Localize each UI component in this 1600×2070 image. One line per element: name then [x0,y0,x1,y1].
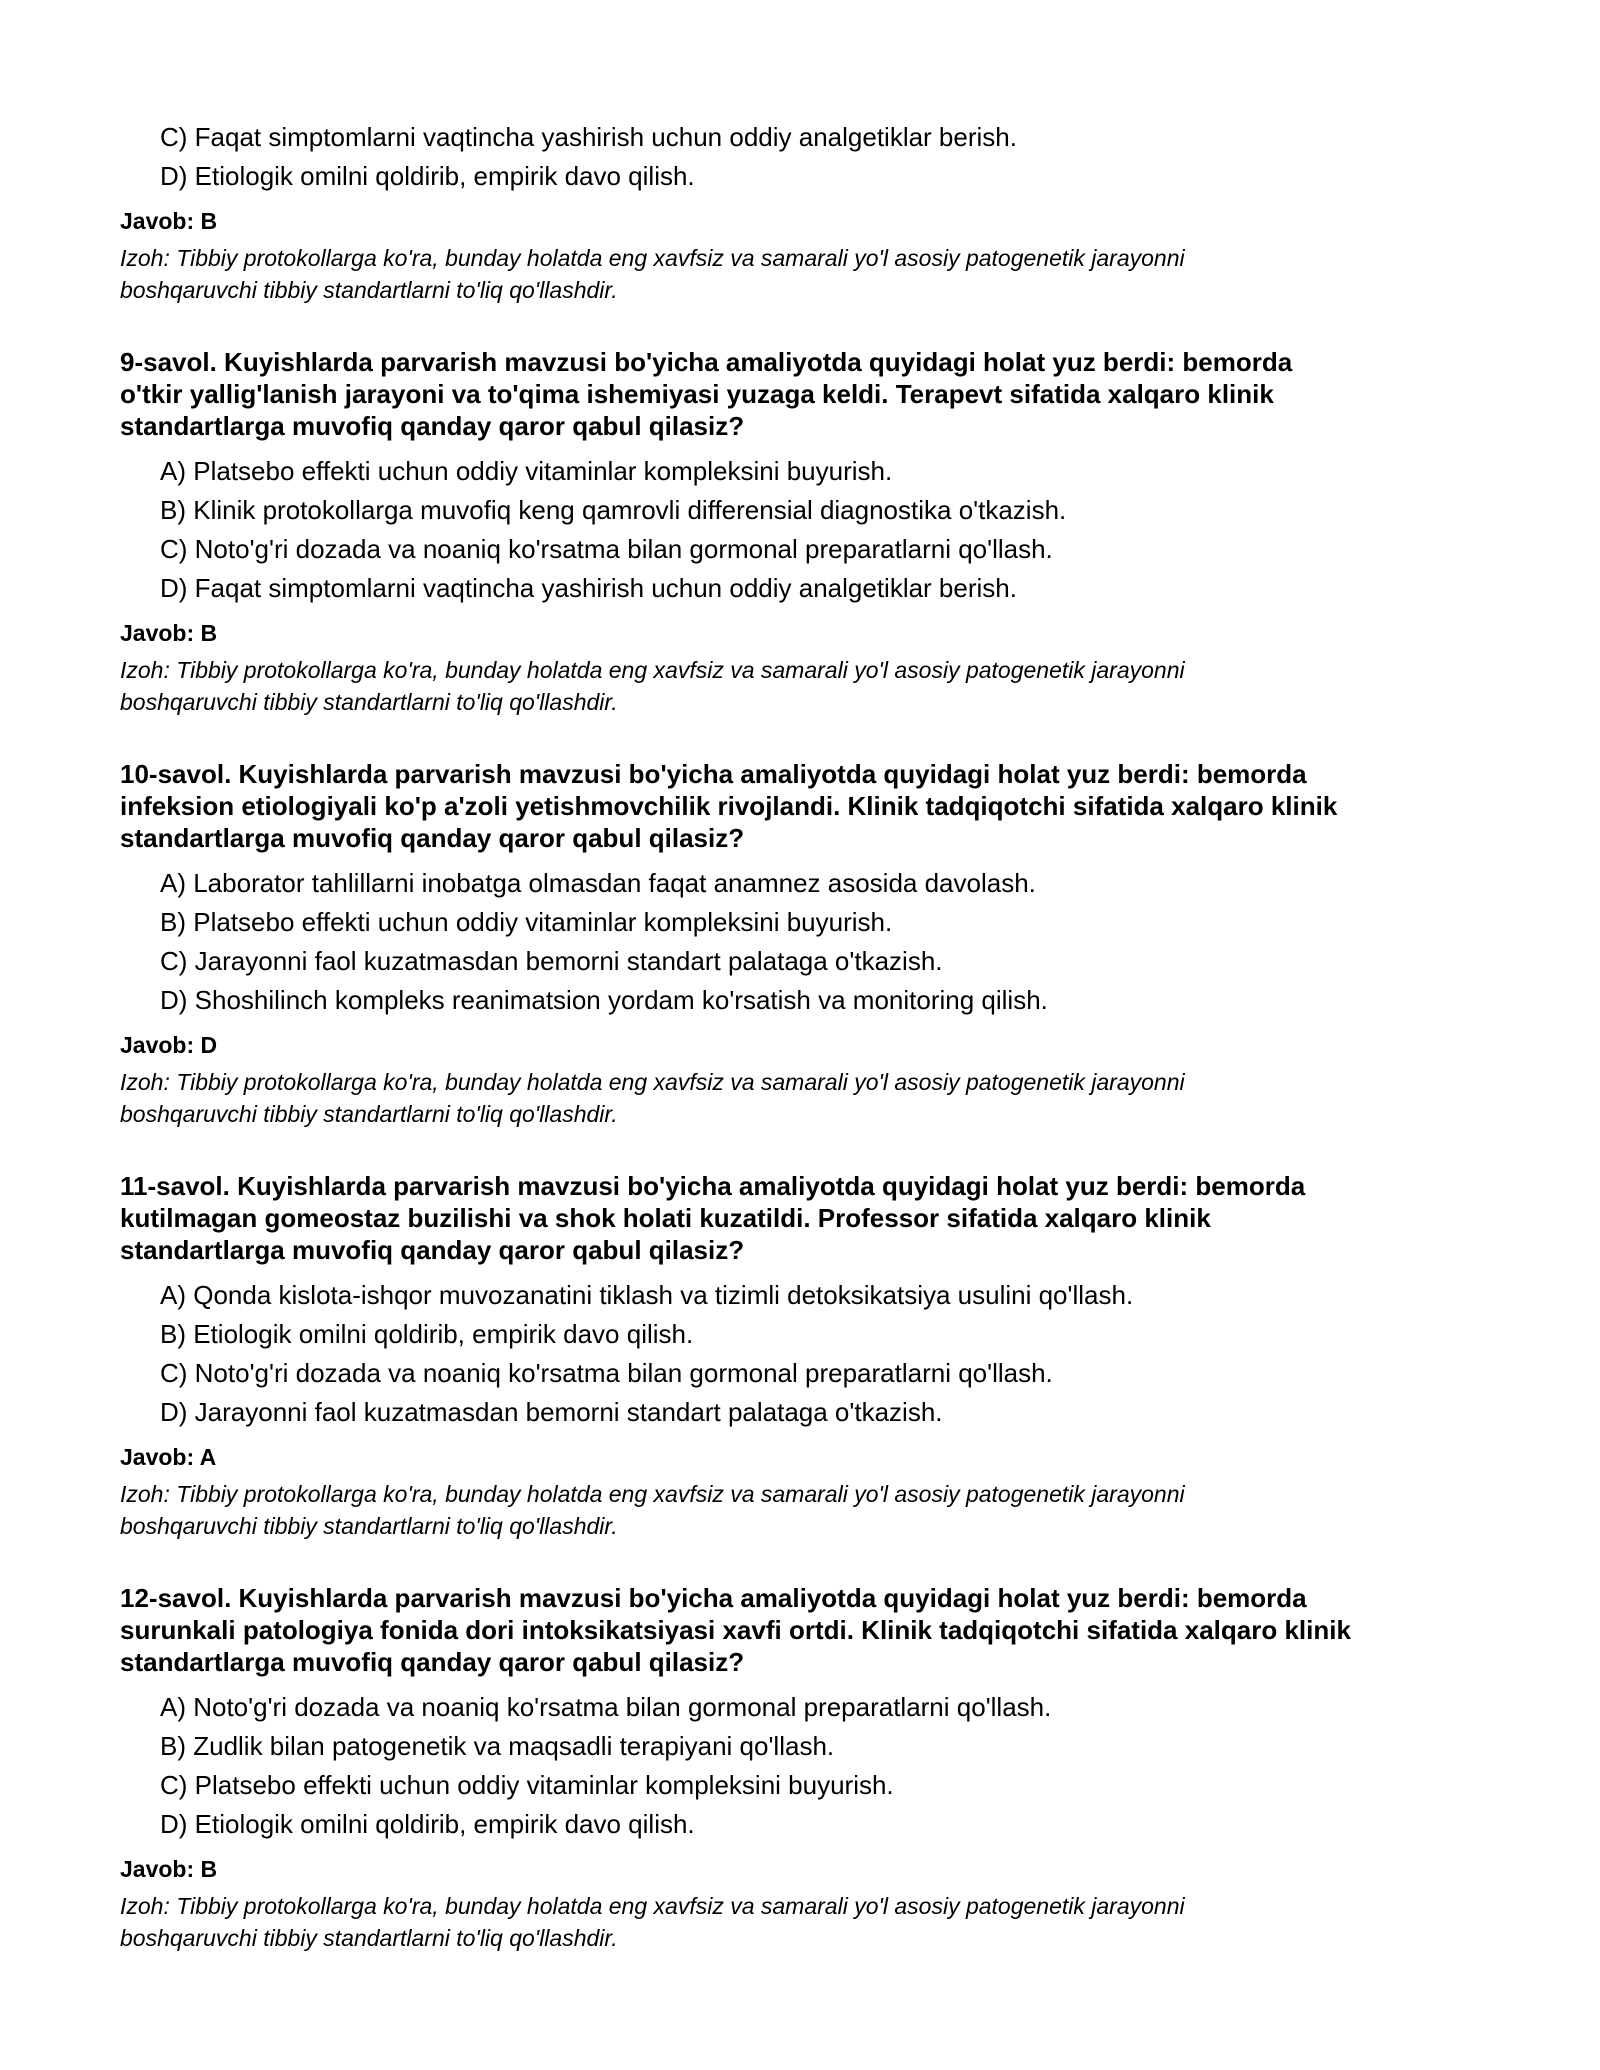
question-text [120,1582,1500,1678]
question-9 [120,346,1500,718]
option-a: A) Noto'g'ri dozada va noaniq ko'rsatma bilan gormonal preparatlarni qo'llash. [160,1692,1052,1722]
question-12 [120,1582,1500,1954]
explanation-line: boshqaruvchi tibbiy standartlarni to'liq qo'llashdir. [120,1101,618,1127]
question-line: 9-savol. Kuyishlarda parvarish mavzusi bo'yicha amaliyotda quyidagi holat yuz berdi: bemorda [120,347,1293,377]
explanation-line: Izoh: Tibbiy protokollarga ko'ra, bunday holatda eng xavfsiz va samarali yo'l asosiy patogenetik jarayonni [120,1481,1185,1507]
question-line: 10-savol. Kuyishlarda parvarish mavzusi bo'yicha amaliyotda quyidagi holat yuz berdi: bemorda [120,759,1307,789]
option-d: D) Etiologik omilni qoldirib, empirik davo qilish. [160,1809,695,1839]
explanation-line: boshqaruvchi tibbiy standartlarni to'liq qo'llashdir. [120,277,618,303]
question-line: infeksion etiologiyali ko'p a'zoli yetishmovchilik rivojlandi. Klinik tadqiqotchi sifatida xalqaro klinik [120,791,1338,821]
option-b: B) Klinik protokollarga muvofiq keng qamrovli differensial diagnostika o'tkazish. [160,495,1067,525]
option-c: C) Platsebo effekti uchun oddiy vitaminlar kompleksini buyurish. [160,1770,894,1800]
question-11 [120,1170,1500,1542]
explanation-line: Izoh: Tibbiy protokollarga ko'ra, bunday holatda eng xavfsiz va samarali yo'l asosiy patogenetik jarayonni [120,245,1185,271]
answer-label: Javob: A [120,1444,217,1470]
option-d: D) Faqat simptomlarni vaqtincha yashirish uchun oddiy analgetiklar berish. [160,573,1017,603]
question-text [120,758,1500,854]
answer-label: Javob: B [120,1856,218,1882]
explanation-line: Izoh: Tibbiy protokollarga ko'ra, bunday holatda eng xavfsiz va samarali yo'l asosiy patogenetik jarayonni [120,1893,1185,1919]
option-a: A) Platsebo effekti uchun oddiy vitaminlar kompleksini buyurish. [160,456,893,486]
explanation-line: boshqaruvchi tibbiy standartlarni to'liq qo'llashdir. [120,689,618,715]
explanation-note [120,242,1500,306]
question-line: kutilmagan gomeostaz buzilishi va shok holati kuzatildi. Professor sifatida xalqaro klinik [120,1203,1211,1233]
option-c: C) Noto'g'ri dozada va noaniq ko'rsatma bilan gormonal preparatlarni qo'llash. [160,534,1053,564]
question-line: 11-savol. Kuyishlarda parvarish mavzusi bo'yicha amaliyotda quyidagi holat yuz berdi: bemorda [120,1171,1306,1201]
question-line: surunkali patologiya fonida dori intoksikatsiyasi xavfi ortdi. Klinik tadqiqotchi sifatida xalqaro klinik [120,1615,1351,1645]
question-text [120,1170,1500,1266]
question-line: standartlarga muvofiq qanday qaror qabul qilasiz? [120,411,745,441]
explanation-line: boshqaruvchi tibbiy standartlarni to'liq qo'llashdir. [120,1925,618,1951]
explanation-note [120,1066,1500,1130]
explanation-line: Izoh: Tibbiy protokollarga ko'ra, bunday holatda eng xavfsiz va samarali yo'l asosiy patogenetik jarayonni [120,1069,1185,1095]
option-d: D) Etiologik omilni qoldirib, empirik davo qilish. [160,161,695,191]
option-a: A) Qonda kislota-ishqor muvozanatini tiklash va tizimli detoksikatsiya usulini qo'llash. [160,1280,1134,1310]
option-a: A) Laborator tahlillarni inobatga olmasdan faqat anamnez asosida davolash. [160,868,1036,898]
question-line: standartlarga muvofiq qanday qaror qabul qilasiz? [120,1647,745,1677]
previous-question-fragment [120,118,1500,306]
explanation-line: Izoh: Tibbiy protokollarga ko'ra, bunday holatda eng xavfsiz va samarali yo'l asosiy patogenetik jarayonni [120,657,1185,683]
option-c: C) Jarayonni faol kuzatmasdan bemorni standart palataga o'tkazish. [160,946,943,976]
option-d: D) Jarayonni faol kuzatmasdan bemorni standart palataga o'tkazish. [160,1397,943,1427]
question-line: standartlarga muvofiq qanday qaror qabul qilasiz? [120,1235,745,1265]
explanation-note [120,1478,1500,1542]
option-c: C) Faqat simptomlarni vaqtincha yashirish uchun oddiy analgetiklar berish. [160,122,1017,152]
document-page [120,118,1500,1954]
explanation-line: boshqaruvchi tibbiy standartlarni to'liq qo'llashdir. [120,1513,618,1539]
answer-label: Javob: D [120,1032,218,1058]
answer-label: Javob: B [120,208,218,234]
option-b: B) Zudlik bilan patogenetik va maqsadli terapiyani qo'llash. [160,1731,835,1761]
answer-label: Javob: B [120,620,218,646]
question-10 [120,758,1500,1130]
question-line: standartlarga muvofiq qanday qaror qabul qilasiz? [120,823,745,853]
question-text [120,346,1500,442]
explanation-note [120,654,1500,718]
option-b: B) Etiologik omilni qoldirib, empirik davo qilish. [160,1319,694,1349]
option-c: C) Noto'g'ri dozada va noaniq ko'rsatma bilan gormonal preparatlarni qo'llash. [160,1358,1053,1388]
option-b: B) Platsebo effekti uchun oddiy vitaminlar kompleksini buyurish. [160,907,893,937]
question-line: 12-savol. Kuyishlarda parvarish mavzusi bo'yicha amaliyotda quyidagi holat yuz berdi: bemorda [120,1583,1307,1613]
question-line: o'tkir yallig'lanish jarayoni va to'qima ishemiyasi yuzaga keldi. Terapevt sifatida xalqaro klinik [120,379,1274,409]
option-d: D) Shoshilinch kompleks reanimatsion yordam ko'rsatish va monitoring qilish. [160,985,1048,1015]
explanation-note [120,1890,1500,1954]
